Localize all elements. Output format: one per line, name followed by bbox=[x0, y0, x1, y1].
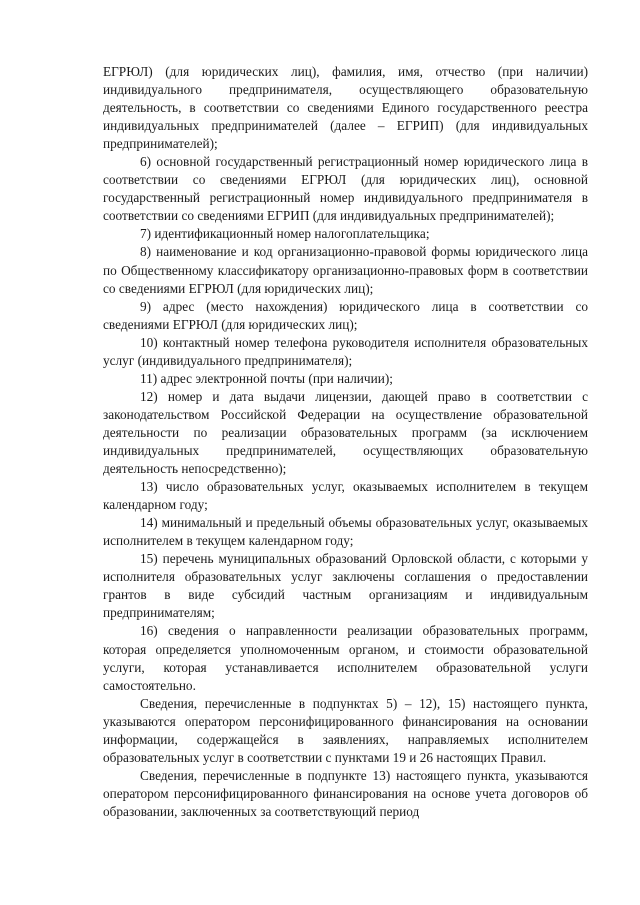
list-item-14: 14) минимальный и предельный объемы образовательных услуг, оказываемых исполнителем в текущем календарном году; bbox=[103, 515, 588, 549]
list-item-12: 12) номер и дата выдачи лицензии, дающей право в соответствии с законодательством Российской Федерации на осуществление образовательной деятельности по реализации образовательных программ (за исключением индивидуальных предпринимателей, осуществляющих образовательную деятельность непосредственно); bbox=[103, 388, 588, 477]
list-item-7: 7) идентификационный номер налогоплательщика; bbox=[140, 226, 430, 242]
paragraph-info-contracts: Сведения, перечисленные в подпункте 13) настоящего пункта, указываются оператором персонифицированного финансирования на основе учета договоров об образовании, заключенных за соответствующий период bbox=[103, 767, 588, 819]
list-item-16: 16) сведения о направленности реализации образовательных программ, которая определяется уполномоченным органом, и стоимости образовательной услуги, которая устанавливается исполнителем образовательной услуги самостоятельно. bbox=[103, 623, 588, 693]
list-item-13: 13) число образовательных услуг, оказываемых исполнителем в текущем календарном году; bbox=[103, 479, 588, 513]
paragraph-info-sources: Сведения, перечисленные в подпунктах 5) – 12), 15) настоящего пункта, указываются оператором персонифицированного финансирования на основании информации, содержащейся в заявлениях, направляемых исполнителем образовательных услуг в соответствии с пунктами 19 и 26 настоящих Правил. bbox=[103, 695, 588, 765]
list-item-11: 11) адрес электронной почты (при наличии); bbox=[140, 370, 393, 386]
list-item-9: 9) адрес (место нахождения) юридического лица в соответствии со сведениями ЕГРЮЛ (для юридических лиц); bbox=[103, 298, 588, 332]
list-item-6: 6) основной государственный регистрационный номер юридического лица в соответствии со сведениями ЕГРЮЛ (для юридических лиц), основной государственный регистрационный номер индивидуального предпринимателя в соответствии со сведениями ЕГРИП (для индивидуальных предпринимателей); bbox=[103, 154, 588, 224]
list-item-15: 15) перечень муниципальных образований Орловской области, с которыми у исполнителя образовательных услуг заключены соглашения о предоставлении грантов в виде субсидий частным организациям и индивидуальным предпринимателям; bbox=[103, 551, 588, 621]
paragraph-continuation: ЕГРЮЛ) (для юридических лиц), фамилия, имя, отчество (при наличии) индивидуального предпринимателя, осуществляющего образовательную деятельность, в соответствии со сведениями Единого государственного реестра индивидуальных предпринимателей (далее – ЕГРИП) (для индивидуальных предпринимателей); bbox=[103, 64, 588, 152]
list-item-8: 8) наименование и код организационно-правовой формы юридического лица по Общественному классификатору организационно-правовых форм в соответствии со сведениями ЕГРЮЛ (для юридических лиц); bbox=[103, 244, 588, 296]
document-body bbox=[103, 63, 588, 821]
list-item-10: 10) контактный номер телефона руководителя исполнителя образовательных услуг (индивидуального предпринимателя); bbox=[103, 334, 588, 368]
